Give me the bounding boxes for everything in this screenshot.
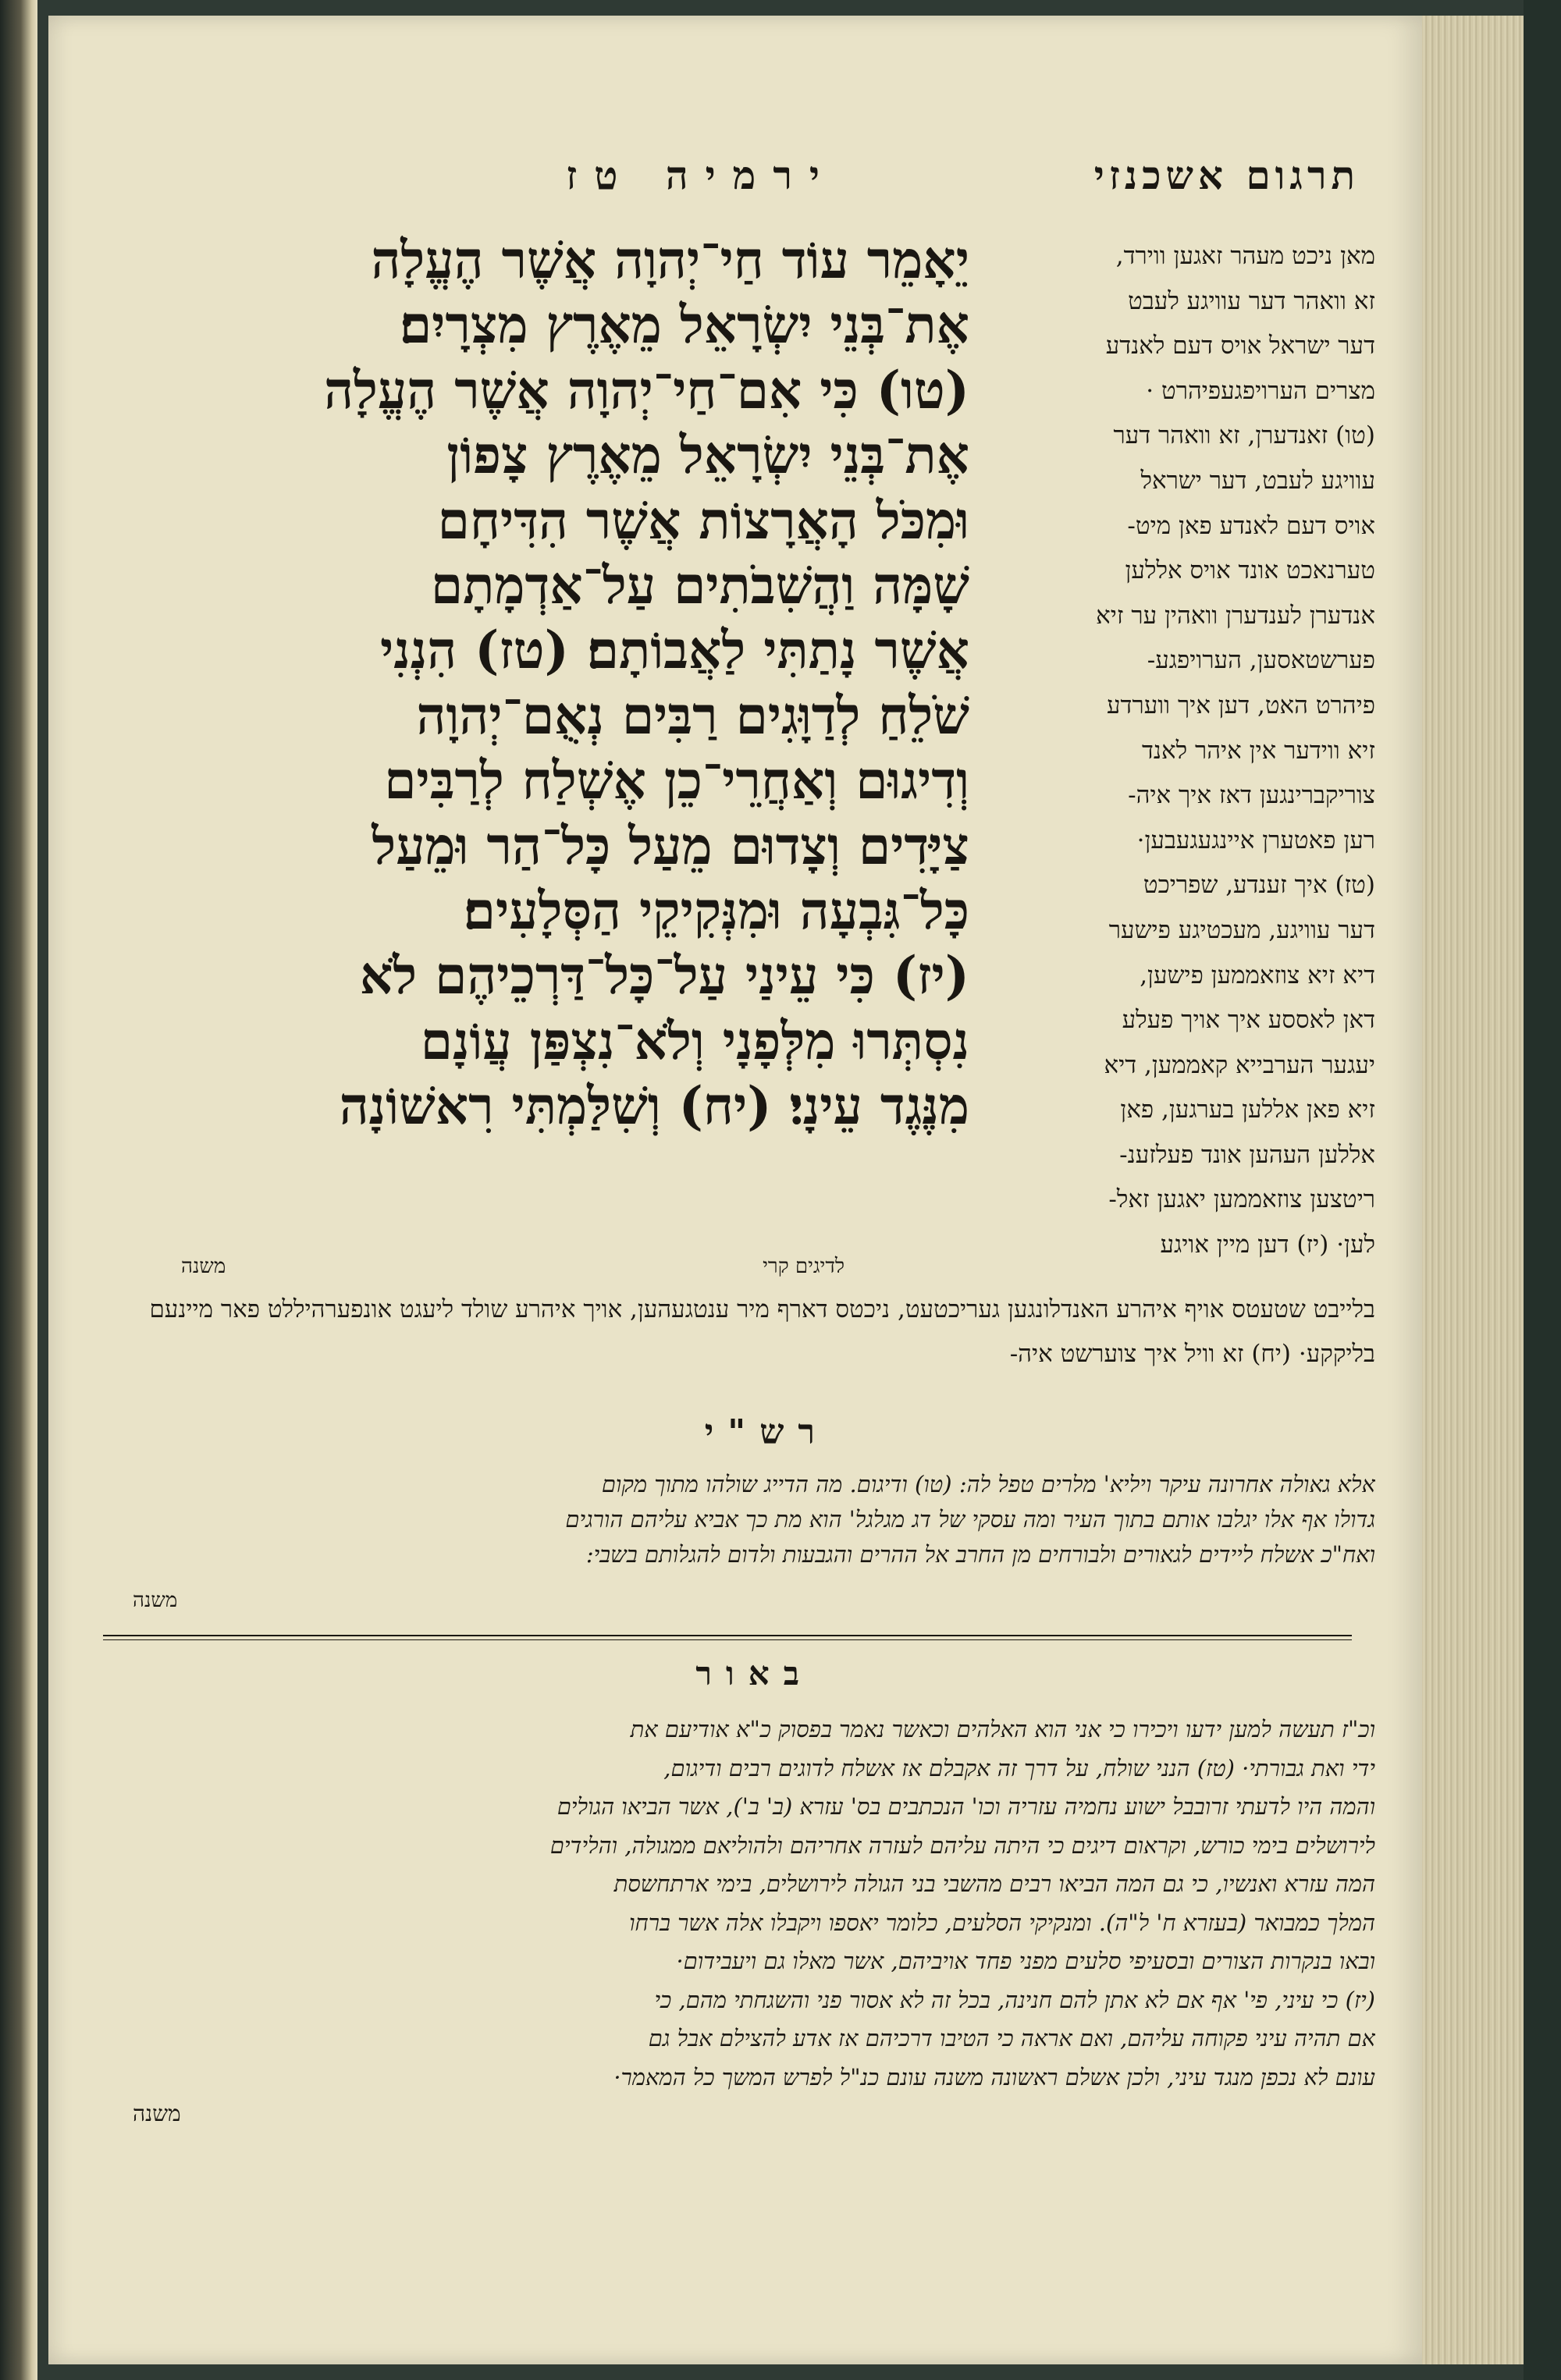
targum-line: ריטצען צוזאממען יאגען זאל- [1108,1185,1375,1214]
bible-line: מִנֶּגֶד עֵינָי׃ (יח) וְשִׁלַּמְתִּי רִאשׁוֹנָה [339,1075,969,1137]
targum-line: זיא ווידער אין איהר לאנד [1142,736,1375,765]
running-head-targum: תרגום אשכנזי [1093,152,1360,198]
targum-line: דאן לאססע איך אויך פעלע [1122,1006,1375,1035]
targum-continuation [142,1288,1375,1376]
catchword: משנה [181,1255,226,1278]
biur-line: וכ"ז תעשה למען ידעו ויכירו כי אני הוא האלהים וכאשר נאמר בפסוק כ"א אודיעם את [630,1716,1375,1742]
biur-line: (יז) כי עיני, פי' אף אם לא אתן להם חנינה, בכל זה לא אסור פני והשגחתי מהם, כי [654,1986,1375,2013]
bible-text-column [181,228,969,1139]
bible-line: שֹׁלֵחַ לְדַוָּגִים רַבִּים נְאֻם־יְהוָה [416,684,969,746]
biur-line: המלך כמבואר (בעזרא ח' ל"ה). ומנקיקי הסלעים, כלומר יאספו ויקבלו אלה אשר ברחו [629,1909,1375,1936]
keri-note-row [181,1255,969,1286]
book-page [48,16,1422,2364]
rashi-line: ואח"כ אשלח ליידים לגאורים ולבורחים מן החרב אל ההרים והגבעות ולדום להגלותם בשבי: [585,1541,1375,1568]
keri-note: לדיגים קרי [763,1255,845,1278]
bible-line: (טו) כִּי אִם־חַי־יְהוָה אֲשֶׁר הֶעֱלָה [324,359,969,421]
targum-line: איהרע שולד ליעגט אונפערהיללט פאר מיינעם בליקקע· (יח) זא וויל איך צוערשט [149,1295,1375,1368]
targum-line: פערשטאסען, הערויפגע- [1147,646,1375,675]
targum-line: מאן ניכט מעהר זאגען ווירד, [1115,242,1375,270]
section-divider [103,1635,1352,1640]
running-head-book-chapter: ירמיה טז [566,152,837,198]
biur-line: המה עזרא ואנשיו, כי גם המה הביאו רבים מהשבי בני הגולה לירושלים, בימי ארתחשסת [613,1870,1375,1897]
page-block-edge [1422,16,1524,2364]
bible-line: וּמִכֹּל הָאֲרָצוֹת אֲשֶׁר הִדִּיחָם [437,489,969,551]
biur-commentary [126,1710,1375,2097]
biur-catchword: משנה [133,2101,181,2126]
targum-line: איה- [1009,1340,1053,1368]
bible-line: שָׁמָּה וַהֲשִׁבֹתִים עַל־אַדְמָתָם [430,555,969,616]
targum-line: אנדערן לענדערן וואהין ער זיא [1096,601,1375,630]
book-cover-edge [1524,0,1561,2380]
bible-line: יֵאָמֵר עוֹד חַי־יְהוָה אֲשֶׁר הֶעֱלָה [371,229,969,290]
biur-title: באור [695,1654,813,1693]
targum-line: לען· (יז) דען מיין אויגע [1160,1231,1375,1259]
rashi-catchword: משנה [133,1589,178,1612]
biur-line: ובאו בנקרות הצורים ובסעיפי סלעים מפני פחד אויביהם, אשר מאלו גם ויעבידום· [676,1948,1375,1974]
targum-line: צוריקברינגען דאז איך איה- [1128,781,1375,810]
targum-line: רען פאטערן איינגעגעבען· [1136,826,1375,854]
targum-line: מצרים הערויפגעפיהרט · [1146,376,1375,405]
targum-line: בלייבט שטעטס אויף איהרע האנדלונגען געריכטעט, ניכטס דארף מיר ענטגעהען, אויך [583,1295,1375,1323]
bible-line: כָּל־גִּבְעָה וּמִנְּקִיקֵי הַסְּלָעִים׃ [463,880,969,942]
facing-page-edge [0,0,37,2380]
bible-line: אֶת־בְּנֵי יִשְׂרָאֵל מֵאֶרֶץ צָפוֹן [446,424,969,486]
targum-line: דיא זיא צוזאממען פישען, [1140,961,1375,989]
targum-line: (טז) איך זענדע, שפריכט [1143,871,1375,900]
biur-line: ידי ואת גבורתי· (טז) הנני שולח, על דרך זה אקבלם אז אשלח לדוגים רבים ודיגום, [663,1754,1375,1781]
targum-line: אללען העהען אונד פעלזענ- [1119,1140,1375,1169]
targum-line: פיהרט האט, דען איך ווערדע [1107,691,1375,719]
rashi-commentary [134,1467,1375,1572]
targum-line: דער עוויגע, מעכטיגע פישער [1108,915,1375,944]
biur-line: והמה היו לדעתי זרובבל ישוע נחמיה עזריה וכו' הנכתבים בס' עזרא (ב' ב'), אשר הביאו הגולים [556,1793,1375,1820]
targum-line: (טו) זאנדערן, זא וואהר דער [1113,421,1375,450]
biur-line: אם תהיה עיני פקוחה עליהם, ואם אראה כי הטיבו דרכיהם אז אדע להצילם אבל גם [648,2025,1375,2051]
targum-line: דער ישראל אויס דעם לאנדע [1105,332,1375,361]
targum-line: אויס דעם לאנדע פאן מיט- [1127,511,1375,540]
bible-line: נִסְתְּרוּ מִלְּפָנָי וְלֹא־נִצְפַּן עֲוֹנָם [420,1010,969,1071]
rashi-line: אלא גאולה אחרונה עיקר ויליא' מלרים טפל לה: (טו) ודיגום. מה הדייג שולהו מתוך מקום [601,1471,1375,1497]
targum-line: יעגער הערבייא קאממען, דיא [1104,1050,1375,1079]
bible-line: וְדִיגוּם וְאַחֲרֵי־כֵן אֶשְׁלַח לְרַבִּים [384,750,969,812]
targum-column [1008,234,1375,1268]
rashi-line: גדולו אף אלו יגלבו אותם בתוך העיר ומה עסקי של דג מגלגל' הוא מת כך אביא עליהם הורגים [565,1506,1375,1533]
bible-line: אֲשֶׁר נָתַתִּי לַאֲבוֹתָם׃ (טז) הִנְנִי [379,620,969,681]
targum-line: עוויגע לעבט, דער ישראל [1140,466,1375,495]
biur-line: לירושלים בימי כורש, וקראום דיגים כי היתה עליהם לעזרה אחריהם ולהוליאם ממגולה, והלידים [549,1831,1375,1859]
targum-line: זא וואהר דער עוויגע לעבט [1128,286,1375,315]
bible-line: צַיָּדִים וְצָדוּם מֵעַל כָּל־הַר וּמֵעַל [372,815,969,876]
targum-line: זיא פאן אללען בערגען, פאן [1120,1096,1375,1124]
bible-line: אֶת־בְּנֵי יִשְׂרָאֵל מֵאֶרֶץ מִצְרָיִם׃ [399,294,969,356]
targum-line: טערנאכט אונד אויס אללען [1125,556,1375,585]
biur-line: עונם לא נכפן מנגד עיני, ולכן אשלם ראשונה משנה עונם כנ"ל לפרש המשך כל המאמר· [613,2063,1375,2090]
bible-line: (יז) כִּי עֵינַי עַל־כָּל־דַּרְכֵיהֶם לֹא [359,945,969,1007]
rashi-title: רש"י [704,1412,829,1452]
